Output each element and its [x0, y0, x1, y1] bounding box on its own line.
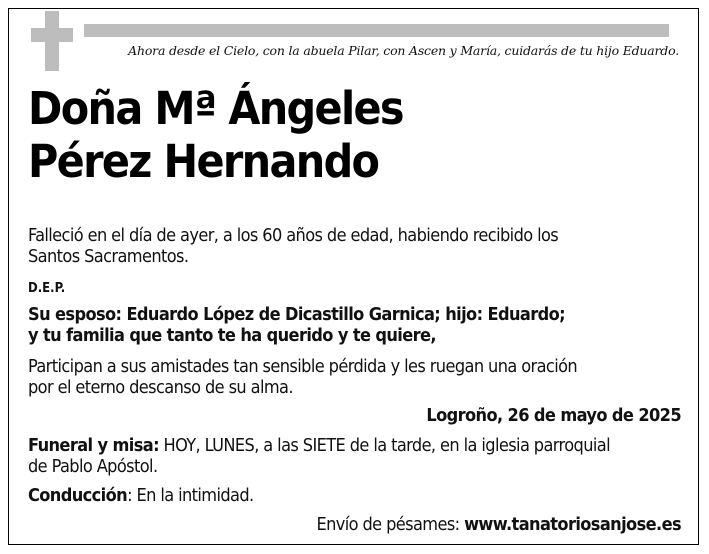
- conduction-line: [28, 485, 254, 506]
- conduction-label: Conducción: [28, 485, 128, 506]
- cross-icon: [31, 11, 73, 71]
- announcement-line-2: por el eterno descanso de su alma.: [28, 377, 293, 398]
- name-line-1: Doña Mª Ángeles: [28, 82, 403, 135]
- family-line-1: Su esposo: Eduardo López de Dicastillo Garnica; hijo: Eduardo;: [28, 304, 565, 325]
- family-line-2: y tu familia que tanto te ha querido y te quiere,: [28, 325, 436, 346]
- funeral-text: HOY, LUNES, a las SIETE de la tarde, en la iglesia parroquial: [158, 435, 610, 456]
- epigraph: Ahora desde el Cielo, con la abuela Pilar, con Ascen y María, cuidarás de tu hijo Eduardo.: [128, 43, 679, 58]
- dep-label: D.E.P.: [28, 281, 66, 296]
- condolences-line: [316, 514, 681, 535]
- death-notice-line-1: Falleció en el día de ayer, a los 60 años de edad, habiendo recibido los: [28, 225, 559, 246]
- announcement-line-1: Participan a sus amistades tan sensible pérdida y les ruegan una oración: [28, 356, 578, 377]
- conduction-text: : En la intimidad.: [127, 485, 254, 506]
- name-line-2: Pérez Hernando: [28, 135, 379, 188]
- funeral-line-2: de Pablo Apóstol.: [28, 456, 158, 477]
- funeral-label: Funeral y misa:: [28, 435, 159, 456]
- place-date: Logroño, 26 de mayo de 2025: [426, 405, 681, 426]
- header-bar: [84, 24, 669, 37]
- condolences-label: Envío de pésames:: [316, 514, 465, 535]
- funeral-line-1: [28, 435, 610, 456]
- condolences-url[interactable]: www.tanatoriosanjose.es: [464, 514, 681, 535]
- death-notice-line-2: Santos Sacramentos.: [28, 246, 189, 267]
- deceased-name: [28, 82, 403, 188]
